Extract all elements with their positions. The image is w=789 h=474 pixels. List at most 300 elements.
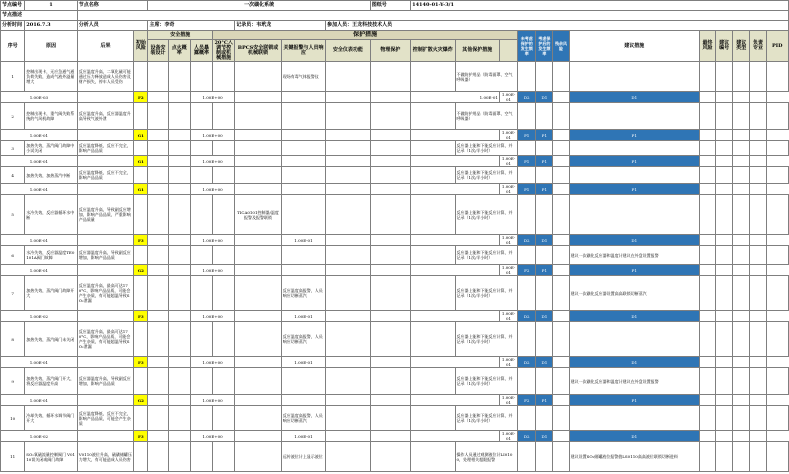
row-cause: SO₂氧硫流量控制阀门 V0110误关闭或阀门故障 <box>25 442 78 472</box>
sub-empty <box>235 156 281 167</box>
row-empty-cell <box>190 246 212 265</box>
row-empty-cell <box>190 442 212 472</box>
row-bpcs <box>235 368 281 395</box>
row-empty-cell <box>733 103 750 130</box>
row-empty-cell <box>553 103 569 130</box>
sub-empty <box>750 156 766 167</box>
sub-empty <box>148 184 168 195</box>
row-empty-cell <box>148 442 168 472</box>
sub-key: 1.00E-01 <box>281 235 325 246</box>
row-empty-cell <box>168 195 190 235</box>
row-empty-cell <box>766 246 788 265</box>
row-empty-cell <box>518 368 536 395</box>
row-empty-cell <box>168 368 190 395</box>
row-empty-cell <box>411 195 455 235</box>
sub-initial-risk-badge: G2 <box>134 265 148 276</box>
sub-empty <box>326 235 371 246</box>
sub-empty <box>699 311 715 322</box>
sub-empty <box>699 265 715 276</box>
row-consequence: 反应温度升高，反应器温度升高导致气液外泄 <box>77 103 134 130</box>
table-subrow <box>1 395 789 406</box>
col-spare <box>499 40 517 62</box>
sub-residual-badge: D2 <box>518 431 536 442</box>
sub-key: 1.00E-01 <box>281 357 325 368</box>
sub-empty <box>733 265 750 276</box>
row-empty-cell <box>699 246 715 265</box>
sub-final-risk: P1 <box>569 395 699 406</box>
row-recommendation <box>569 141 699 156</box>
table-row <box>1 276 789 311</box>
table-subrow <box>1 431 789 442</box>
row-recommendation <box>569 62 699 92</box>
sub-residual-badge: D2 <box>518 311 536 322</box>
sub-empty <box>326 265 371 276</box>
sub-initial-risk-badge: F3 <box>134 311 148 322</box>
row-seq: 5 <box>1 195 25 235</box>
row-cause: 冷却失效，循环水调节阀门开大 <box>25 406 78 431</box>
col-safety-measures: 安全措施 <box>148 31 213 40</box>
row-empty-cell <box>518 442 536 472</box>
meta-row-3 <box>1 21 789 31</box>
sub-empty <box>733 184 750 195</box>
node-no-label: 节点编号 <box>1 1 25 11</box>
sub-person: 1.00E+00 <box>190 130 234 141</box>
row-empty-cell <box>411 167 455 184</box>
sub-fire <box>168 235 190 246</box>
table-subrow <box>1 92 789 103</box>
col-responsible: 负责专业 <box>750 31 766 62</box>
sub-empty <box>553 431 569 442</box>
row-empty-cell <box>134 167 148 184</box>
sub-empty <box>77 265 134 276</box>
row-empty-cell <box>699 62 715 92</box>
sub-key <box>281 395 325 406</box>
row-other: 反应器上能和下能反应计算，并记录（1次/半小时） <box>455 276 518 311</box>
row-key-alarm <box>281 246 325 265</box>
row-consequence: 反应器温度升高，导致副反应增加，影响产品品质 <box>77 368 134 395</box>
row-empty-cell <box>766 368 788 395</box>
meta-row-1 <box>1 1 789 11</box>
row-empty-cell <box>134 195 148 235</box>
row-empty-cell <box>518 103 536 130</box>
sub-empty <box>716 395 733 406</box>
sub-initial-risk-badge: G2 <box>134 395 148 406</box>
row-bpcs <box>235 322 281 357</box>
sub-final-risk: D1 <box>569 431 699 442</box>
sub-final-badge: D1 <box>536 357 553 368</box>
sub-empty <box>326 92 371 103</box>
row-empty-cell <box>134 368 148 395</box>
sub-freq: 1.00E-02 <box>1 431 78 442</box>
sub-mit: 1.00E-01 <box>499 235 517 246</box>
row-other: 反应器上能和下能反应计算，并记录（1次/半小时） <box>455 167 518 184</box>
table-row <box>1 246 789 265</box>
col-recommendation: 建议措施 <box>569 31 699 62</box>
row-empty-cell <box>536 406 553 431</box>
row-empty-cell <box>733 141 750 156</box>
col-key-alarm: 关键报警与人员响应 <box>281 40 325 62</box>
sub-mit: 1.00E-01 <box>499 92 517 103</box>
node-desc <box>77 11 788 21</box>
sub-person: 1.00E+00 <box>190 184 234 195</box>
analysis-time-label: 分析时间 <box>1 21 25 31</box>
col-other: 其他保护措施 <box>455 40 499 62</box>
row-other: 反应器上能和下能反应计算，并记录（1次/半小时） <box>455 406 518 431</box>
table-row <box>1 406 789 431</box>
row-empty-cell <box>168 406 190 431</box>
sub-freq: 1.00E-02 <box>1 311 78 322</box>
row-cause: 加热失效，蒸汽阀门故障中小试关闭 <box>25 141 78 156</box>
row-empty-cell <box>370 103 410 130</box>
sub-key <box>281 156 325 167</box>
row-empty-cell <box>750 442 766 472</box>
sub-empty <box>553 357 569 368</box>
table-subrow <box>1 130 789 141</box>
row-empty-cell <box>190 276 212 311</box>
col-consequence: 后果 <box>77 31 134 62</box>
sub-empty <box>733 130 750 141</box>
row-empty-cell <box>733 276 750 311</box>
row-key-alarm <box>281 368 325 395</box>
row-empty-cell <box>168 103 190 130</box>
row-empty-cell <box>766 322 788 357</box>
row-empty-cell <box>168 141 190 156</box>
sub-mit: 1.00E-01 <box>499 184 517 195</box>
row-empty-cell <box>733 167 750 184</box>
row-empty-cell <box>518 276 536 311</box>
sub-fire <box>168 431 190 442</box>
row-empty-cell <box>190 195 212 235</box>
sub-empty <box>750 311 766 322</box>
row-other: 不做防护用品（防毒面罩、空气呼吸器） <box>455 62 518 92</box>
row-empty-cell <box>716 103 733 130</box>
sub-empty <box>699 156 715 167</box>
row-empty-cell <box>134 276 148 311</box>
sub-empty <box>699 235 715 246</box>
row-empty-cell <box>733 406 750 431</box>
row-empty-cell <box>370 276 410 311</box>
row-empty-cell <box>766 406 788 431</box>
sub-person: 1.00E+00 <box>190 311 234 322</box>
row-key-alarm: 远传液位计上显示液位 <box>281 442 325 472</box>
row-empty-cell <box>213 195 235 235</box>
sub-empty <box>148 395 168 406</box>
table-row <box>1 62 789 92</box>
row-key-alarm <box>281 103 325 130</box>
sub-empty <box>148 235 168 246</box>
sub-empty <box>326 156 371 167</box>
sub-empty <box>370 265 410 276</box>
row-bpcs <box>235 276 281 311</box>
row-empty-cell <box>716 368 733 395</box>
sub-empty <box>77 235 134 246</box>
row-empty-cell <box>168 322 190 357</box>
row-cause: 加热失效，蒸汽阀门故障开大 <box>25 276 78 311</box>
row-cause: 水冷失效，反应器循环水中断 <box>25 195 78 235</box>
row-empty-cell <box>733 442 750 472</box>
col-personnel-prob: 人员暴露概率 <box>190 40 212 62</box>
row-consequence: V0110液位升高，硫磺储罐压力增大，有可能造成人员伤害 <box>77 442 134 472</box>
row-empty-cell <box>766 103 788 130</box>
sub-person: 1.00E+00 <box>190 395 234 406</box>
row-empty-cell <box>190 103 212 130</box>
row-empty-cell <box>370 322 410 357</box>
sub-empty <box>750 235 766 246</box>
row-empty-cell <box>699 442 715 472</box>
sub-freq: 1.00E-03 <box>1 92 78 103</box>
sub-freq: 1.00E-01 <box>1 357 78 368</box>
row-empty-cell <box>536 276 553 311</box>
sub-empty <box>235 395 281 406</box>
sub-empty <box>235 184 281 195</box>
row-empty-cell <box>148 103 168 130</box>
row-empty-cell <box>536 442 553 472</box>
sub-key <box>281 265 325 276</box>
row-empty-cell <box>411 442 455 472</box>
sub-empty <box>750 184 766 195</box>
row-bpcs <box>235 406 281 431</box>
row-recommendation <box>569 406 699 431</box>
sub-empty <box>699 184 715 195</box>
row-empty-cell <box>553 246 569 265</box>
row-empty-cell <box>716 62 733 92</box>
row-cause: 加热失效，加热蒸汽中断 <box>25 167 78 184</box>
row-empty-cell <box>750 141 766 156</box>
sub-initial-risk-badge: F3 <box>134 357 148 368</box>
row-empty-cell <box>326 167 371 184</box>
row-empty-cell <box>553 62 569 92</box>
row-empty-cell <box>716 246 733 265</box>
sub-empty <box>750 265 766 276</box>
sub-residual-badge: D2 <box>518 357 536 368</box>
col-rec-no: 建议编号 <box>716 31 733 62</box>
row-empty-cell <box>190 368 212 395</box>
row-empty-cell <box>148 368 168 395</box>
row-recommendation: 建议设置SO₂储罐液位报警值LS0110高高液位联锁切断进料 <box>569 442 699 472</box>
row-other: 操作人员通过观测液位计LI0100，处理相关超限报警 <box>455 442 518 472</box>
row-empty-cell <box>518 322 536 357</box>
row-empty-cell <box>733 246 750 265</box>
row-key-alarm: 现场有毒气体报警仪 <box>281 62 325 92</box>
sub-empty <box>77 395 134 406</box>
sub-initial-risk-badge: G1 <box>134 184 148 195</box>
row-other: 反应器上能和下能反应计算，并记录（1次/半小时） <box>455 246 518 265</box>
sub-empty <box>370 311 410 322</box>
row-empty-cell <box>370 141 410 156</box>
row-empty-cell <box>326 406 371 431</box>
row-consequence: 反应温度升高，导致副反应增加，影响产品品质，严重影响产品质量 <box>77 195 134 235</box>
sub-mit: 1.00E-01 <box>499 395 517 406</box>
row-empty-cell <box>536 62 553 92</box>
row-empty-cell <box>750 62 766 92</box>
sub-mit: 1.00E-01 <box>499 311 517 322</box>
sub-empty <box>716 265 733 276</box>
participants: 参加人员：王龙科技技术人员 <box>326 21 789 31</box>
row-empty-cell <box>168 276 190 311</box>
sub-empty <box>553 311 569 322</box>
sub-empty <box>716 184 733 195</box>
sub-sis <box>411 184 500 195</box>
table-row <box>1 195 789 235</box>
row-empty-cell <box>536 103 553 130</box>
col-pid: PID <box>766 31 788 62</box>
row-empty-cell <box>716 141 733 156</box>
row-consequence: 反应温度升高，最高可达170°C，影响产品品质，可能会产生杂质，有可能超温导致SO₂泄漏 <box>77 322 134 357</box>
row-empty-cell <box>190 406 212 431</box>
row-empty-cell <box>213 276 235 311</box>
row-recommendation <box>569 103 699 130</box>
sub-freq: 1.00E-01 <box>1 235 78 246</box>
row-seq: 1 <box>1 62 25 92</box>
row-bpcs: TICA0101控制器/温度报警及报警联锁 <box>235 195 281 235</box>
sub-fire <box>168 265 190 276</box>
drawing-no: 14140-01-Y-3/1 <box>411 1 789 11</box>
row-empty-cell <box>536 368 553 395</box>
row-key-alarm <box>281 167 325 184</box>
drawing-no-label: 图纸号 <box>370 1 410 11</box>
row-empty-cell <box>716 195 733 235</box>
row-seq: 8 <box>1 322 25 357</box>
table-subrow <box>1 184 789 195</box>
worksheet-body <box>1 62 789 472</box>
sub-person: 1.00E+00 <box>190 235 234 246</box>
row-empty-cell <box>733 368 750 395</box>
row-empty-cell <box>148 62 168 92</box>
row-cause: 控制出现卡，无应急通气通负荷失败，造成气液外溢量增大 <box>25 62 78 92</box>
row-empty-cell <box>168 62 190 92</box>
row-empty-cell <box>553 406 569 431</box>
row-recommendation: 建议一次磺化反应器设置高高联锁切断蒸汽 <box>569 276 699 311</box>
row-empty-cell <box>190 141 212 156</box>
row-empty-cell <box>553 167 569 184</box>
row-consequence: 反应温度升高，最高可达170°C，影响产品品质，可能会产生杂质，有可能超温导致SO₂泄漏 <box>77 276 134 311</box>
row-empty-cell <box>716 276 733 311</box>
row-recommendation <box>569 195 699 235</box>
row-empty-cell <box>326 442 371 472</box>
row-empty-cell <box>750 276 766 311</box>
row-empty-cell <box>134 62 148 92</box>
sub-sis <box>411 265 500 276</box>
sub-fire <box>168 156 190 167</box>
row-empty-cell <box>148 246 168 265</box>
row-consequence: 反应温度升高，二氧化硫可能通过压力释放造成人员伤害及财产损失，停车人员受伤 <box>77 62 134 92</box>
row-empty-cell <box>750 195 766 235</box>
row-empty-cell <box>553 195 569 235</box>
table-subrow <box>1 156 789 167</box>
row-empty-cell <box>536 322 553 357</box>
sub-key <box>281 92 325 103</box>
row-empty-cell <box>518 62 536 92</box>
sub-empty <box>148 92 168 103</box>
sub-empty <box>733 395 750 406</box>
row-empty-cell <box>190 322 212 357</box>
row-consequence: 反应器温度升高，导致副反应增加，影响产品品质 <box>77 246 134 265</box>
sub-empty <box>77 357 134 368</box>
col-bpcs: BPCS安全联锁或机械联锁 <box>235 40 281 62</box>
row-seq: 9 <box>1 368 25 395</box>
sub-empty <box>733 357 750 368</box>
row-other: 反应器上能和下能反应计算，并记录（1次/半小时） <box>455 141 518 156</box>
col-freq-unmitigated: 未考虑保护的发生频率 <box>518 31 536 62</box>
sub-empty <box>77 311 134 322</box>
col-cause: 原因 <box>25 31 78 62</box>
sub-final-risk: P1 <box>569 265 699 276</box>
sub-empty <box>553 235 569 246</box>
sub-empty <box>370 184 410 195</box>
sub-key: 1.00E-01 <box>281 311 325 322</box>
chair: 主席：李奇 <box>148 21 235 31</box>
sub-fire <box>168 184 190 195</box>
row-empty-cell <box>168 167 190 184</box>
sub-freq: 1.00E-01 <box>1 156 78 167</box>
sub-final-badge: P1 <box>536 130 553 141</box>
sub-empty <box>733 431 750 442</box>
row-empty-cell <box>326 103 371 130</box>
row-empty-cell <box>553 141 569 156</box>
sub-empty <box>553 265 569 276</box>
row-seq: 3 <box>1 141 25 156</box>
sub-empty <box>699 431 715 442</box>
row-cause: 水冷失效，反应器温度TE0101A阀门故障 <box>25 246 78 265</box>
sub-final-risk: P1 <box>569 130 699 141</box>
sub-person: 1.00E+00 <box>190 265 234 276</box>
sub-empty <box>370 357 410 368</box>
sub-empty <box>326 184 371 195</box>
sub-key: 1.00E-01 <box>281 431 325 442</box>
sub-initial-risk-badge: F3 <box>134 431 148 442</box>
row-empty-cell <box>750 406 766 431</box>
row-empty-cell <box>326 195 371 235</box>
sub-initial-risk-badge: G1 <box>134 156 148 167</box>
node-name: 一次磺化系统 <box>148 1 370 11</box>
sub-empty <box>733 311 750 322</box>
meta-row-2 <box>1 11 789 21</box>
row-recommendation: 建议一次磺化反应器和温度计建议在外盘设置报警 <box>569 368 699 395</box>
sub-freq: 1.00E-01 <box>1 395 78 406</box>
row-empty-cell <box>411 141 455 156</box>
col-final-risk: 最终风险 <box>699 31 715 62</box>
row-empty-cell <box>699 167 715 184</box>
row-bpcs <box>235 246 281 265</box>
sub-empty <box>553 395 569 406</box>
row-cause: 控制出现卡，重气阀失败系统的气风机故障 <box>25 103 78 130</box>
row-recommendation <box>569 322 699 357</box>
row-seq: 6 <box>1 246 25 265</box>
sub-empty <box>148 311 168 322</box>
sub-final-risk: D1 <box>569 235 699 246</box>
sub-empty <box>716 156 733 167</box>
row-bpcs <box>235 62 281 92</box>
sub-final-badge: P1 <box>536 395 553 406</box>
table-row <box>1 322 789 357</box>
row-empty-cell <box>766 195 788 235</box>
row-empty-cell <box>766 167 788 184</box>
row-empty-cell <box>411 322 455 357</box>
row-empty-cell <box>148 406 168 431</box>
row-empty-cell <box>213 62 235 92</box>
row-empty-cell <box>370 246 410 265</box>
row-empty-cell <box>750 322 766 357</box>
sub-person: 1.00E+00 <box>190 156 234 167</box>
row-empty-cell <box>326 276 371 311</box>
sub-freq: 1.00E-01 <box>1 265 78 276</box>
sub-empty <box>148 265 168 276</box>
row-empty-cell <box>766 276 788 311</box>
row-empty-cell <box>134 246 148 265</box>
row-empty-cell <box>411 368 455 395</box>
sub-empty <box>77 184 134 195</box>
sub-empty <box>553 156 569 167</box>
